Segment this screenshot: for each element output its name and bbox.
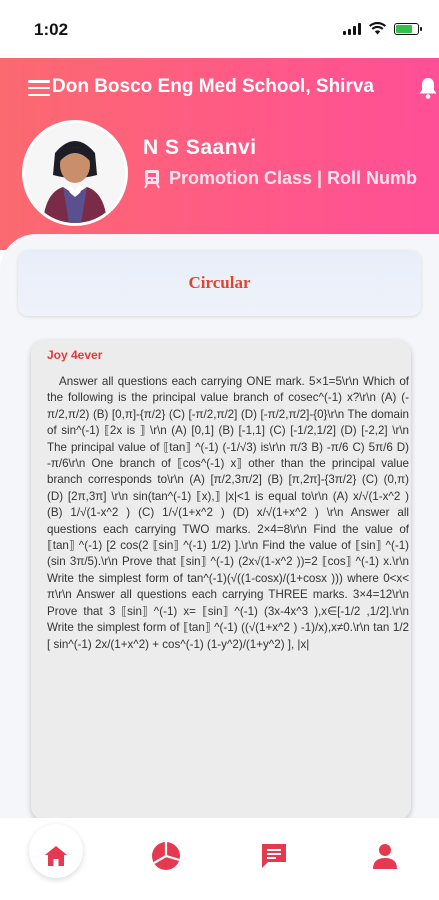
wifi-icon (369, 22, 386, 35)
message-sender: Joy 4ever (47, 348, 103, 362)
cellular-signal-icon (343, 23, 361, 35)
class-icon (143, 169, 161, 189)
circular-message-card[interactable] (31, 340, 411, 820)
user-icon (372, 843, 398, 869)
student-avatar (22, 120, 128, 226)
bell-icon[interactable] (417, 76, 439, 100)
school-name: Don Bosco Eng Med School, Shirva (52, 76, 374, 97)
message-icon (259, 841, 289, 871)
status-bar (0, 0, 439, 58)
home-icon (43, 844, 69, 868)
nav-home[interactable] (30, 830, 82, 882)
class-info: Promotion Class | Roll Numb (169, 168, 418, 188)
circular-title: Circular (188, 273, 251, 292)
pie-chart-icon (151, 841, 181, 871)
battery-icon (394, 23, 419, 35)
nav-profile[interactable] (359, 830, 411, 882)
class-info-row (143, 168, 417, 189)
status-time: 1:02 (34, 20, 69, 39)
message-body: Answer all questions each carrying ONE mark. 5×1=5\r\n Which of the following is the principal value branch of cosec^(-1) x?\r\n (A) (-π/2,π/2) (B) [0,π]-{π/2} (C) [-π/2,π/2] (D) [-π/2,π/2]-{0}\r\n The domain of sin^(-1) ⟦2x is ⟧ \r\n (A) [0,1] (B) [-1,1] (C) [-1/2,1/2] (D) [-2,2] \r\n The principal value of ⟦tan⟧ ^(-1) (-1/√3) is\r\n π/3 B) -π/6 C) 5π/6 D) -π/6\r\n One branch of ⟦cos^(-1) x⟧ other than the principal value branch corresponds to\r\n (A) [π/2,3π/2] (B) [π,2π]-{3π/2} (C) (0,π) (D) [2π,3π] \r\n sin(tan^(-1) ⟦x),⟧ |x|<1 is equal to\r\n (A) x/√(1-x^2 ) (B) 1/√(1-x^2 ) (C) 1/√(1+x^2 ) (D) x/√(1+x^2 ) \r\n Answer all questions each carrying TWO marks. 2×4=8\r\n Find the value of ⟦tan⟧ ^(-1) [2 cos(2 ⟦sin⟧ ^(-1) 1/2) ].\r\n Find the value of ⟦sin⟧ ^(-1) (sin 3π/5).\r\n Prove that ⟦sin⟧ ^(-1) (2x√(1-x^2 ))=2 ⟦cos⟧ ^(-1) x.\r\n Write the simplest form of tan^(-1)(√((1-cosx)/(1+cosx ))) where 0<x< π\r\n Answer all questions each carrying THREE marks. 3×4=12\r\n Prove that 3 ⟦sin⟧ ^(-1) x= ⟦sin⟧ ^(-1) (3x-4x^3 ),x∈[-1/2 ,1/2].\r\n Write the simplest form of ⟦tan⟧ ^(-1) ((√(1+x^2 ) -1)/x),x≠0.\r\n tan 1/2 [ sin^(-1) 2x/(1+x^2) + cos^(-1) (1-y^2)/(1+y^2) ], |x| (47, 375, 409, 651)
menu-icon[interactable] (28, 80, 50, 96)
bottom-navigation (0, 818, 439, 900)
profile-header (0, 58, 439, 250)
nav-reports[interactable] (140, 830, 192, 882)
student-name: N S Saanvi (143, 136, 257, 159)
status-icons (343, 22, 419, 35)
circular-tab[interactable] (18, 250, 421, 316)
nav-messages[interactable] (248, 830, 300, 882)
